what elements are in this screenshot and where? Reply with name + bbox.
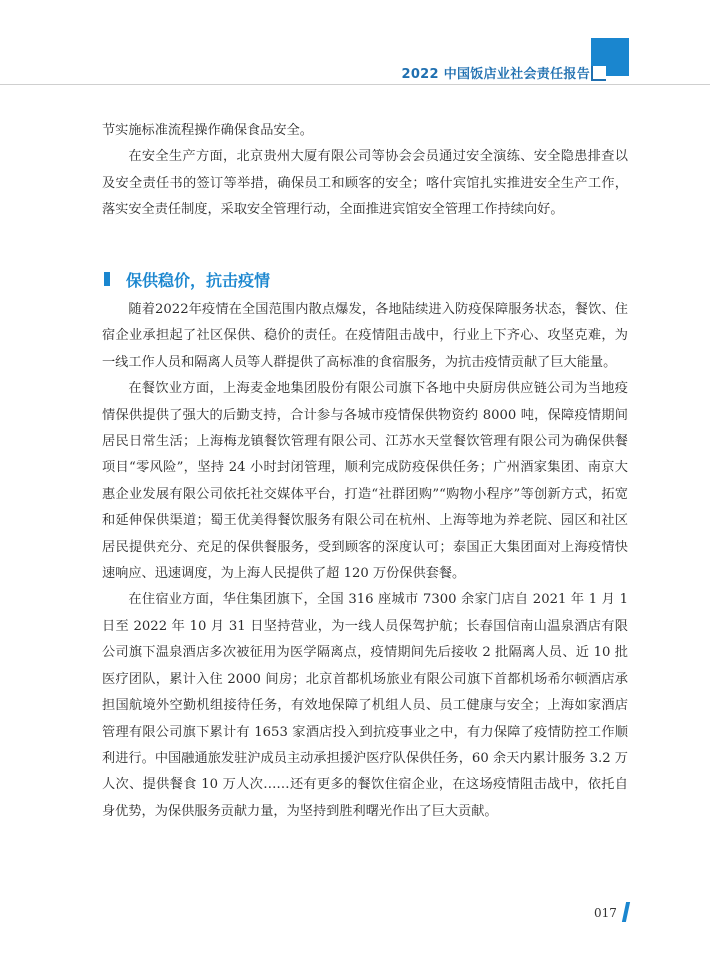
heading-marker-icon bbox=[104, 272, 110, 286]
section-heading bbox=[104, 266, 270, 292]
section-body bbox=[102, 297, 628, 825]
paragraph-overview: 随着2022年疫情在全国范围内散点爆发，各地陆续进入防疫保障服务状态，餐饮、住宿企业承担起了社区保供、稳价的责任。在疫情阻击战中，行业上下齐心、攻坚克难，为一线工作人员和隔离人员等人群提供了高标准的食宿服务，为抗击疫情贡献了巨大能量。 bbox=[102, 302, 628, 370]
header-rule bbox=[0, 84, 710, 85]
intro-text-block bbox=[102, 118, 628, 224]
page-number: 017 bbox=[594, 906, 617, 920]
paragraph-catering: 在餐饮业方面，上海麦金地集团股份有限公司旗下各地中央厨房供应链公司为当地疫情保供提供了强大的后勤支持，合计参与各城市疫情保供物资约 8000 吨，保障疫情期间居民日常生活；上海梅龙镇餐饮管理有限公司、江苏水天堂餐饮管理有限公司为确保供餐项目“零风险”，坚持 24 小时封闭管理，顺利完成防疫保供任务；广州酒家集团、南京大惠企业发展有限公司依托社交媒体平台，打造“社群团购”“购物小程序”等创新方式，拓宽和延伸保供渠道；蜀王优美得餐饮服务有限公司在杭州、上海等地为养老院、园区和社区居民提供充分、充足的保供餐服务，受到顾客的深度认可；泰国正大集团面对上海疫情快速响应、迅速调度，为上海人民提供了超 120 万份保供套餐。 bbox=[102, 381, 628, 582]
page-number-slash bbox=[622, 902, 630, 922]
paragraph-accommodation: 在住宿业方面，华住集团旗下，全国 316 座城市 7300 余家门店自 2021 年 1 月 1 日至 2022 年 10 月 31 日坚持营业，为一线人员保驾护航；长春国信南山温泉酒店有限公司旗下温泉酒店多次被征用为医学隔离点，疫情期间先后接收 2 批隔离人员、近 10 批医疗团队，累计入住 2000 间房；北京首都机场旅业有限公司旗下首都机场希尔顿酒店承担国航境外空勤机组接待任务，有效地保障了机组人员、员工健康与安全；上海如家酒店管理有限公司旗下累计有 1653 家酒店投入到抗疫事业之中，有力保障了疫情防控工作顺利进行。中国融通旅发驻沪成员主动承担援沪医疗队保供任务，60 余天内累计服务 3.2 万人次、提供餐食 10 万人次……还有更多的餐饮住宿企业，在这场疫情阻击战中，依托自身优势，为保供服务贡献力量，为坚持到胜利曙光作出了巨大贡献。 bbox=[102, 592, 628, 819]
section-heading-text: 保供稳价，抗击疫情 bbox=[126, 270, 271, 290]
header-bracket-mark bbox=[591, 66, 606, 81]
paragraph-continuation: 节实施标准流程操作确保食品安全。 bbox=[102, 123, 313, 138]
report-header-title: 2022 中国饭店业社会责任报告 bbox=[401, 67, 590, 82]
paragraph-safety-production: 在安全生产方面，北京贵州大厦有限公司等协会会员通过安全演练、安全隐患排查以及安全责任书的签订等举措，确保员工和顾客的安全；喀什宾馆扎实推进安全生产工作，落实安全责任制度，采取安全管理行动，全面推进宾馆安全管理工作持续向好。 bbox=[102, 149, 628, 218]
